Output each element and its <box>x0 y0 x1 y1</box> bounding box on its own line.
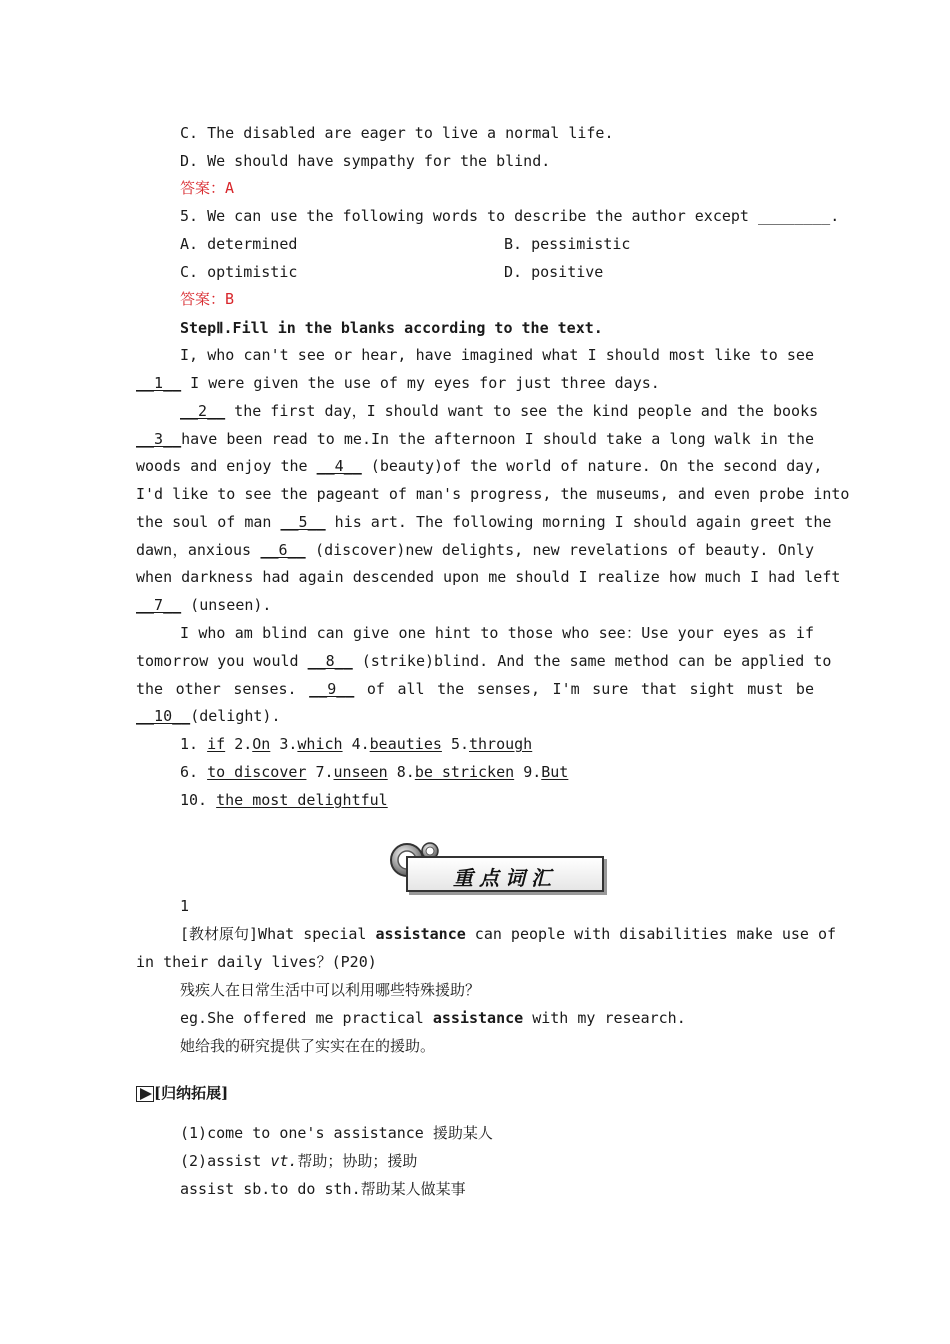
p2-line8 <box>136 595 814 615</box>
answer-5: through <box>469 735 533 753</box>
answers-line3 <box>180 790 858 810</box>
answer-num-2: 2. <box>234 735 253 753</box>
q5-option-d: D. positive <box>504 263 604 281</box>
blank-7: __7__ <box>136 596 182 614</box>
answer-2: On <box>252 735 271 753</box>
answer-6: to discover <box>207 763 307 781</box>
blank-10: __10__ <box>136 707 191 725</box>
expansion-line2-word: (2)assist <box>180 1152 271 1170</box>
p3-line2-text-a: tomorrow you would <box>136 652 308 670</box>
p2-line3-text-a: woods and enjoy the <box>136 457 317 475</box>
section-banner <box>388 840 604 892</box>
blank-8: __8__ <box>307 652 353 670</box>
answer-num-4: 4. <box>351 735 370 753</box>
part-of-speech: vt. <box>270 1152 298 1170</box>
answer-num-10: 10. <box>180 791 208 809</box>
q4-option-d: D. We should have sympathy for the blind. <box>180 152 551 170</box>
answer-8: be stricken <box>414 763 515 781</box>
expansion-line2 <box>180 1151 858 1171</box>
p2-line7: when darkness had again descended upon me should I realize how much I had left <box>136 568 841 586</box>
vocab-source-line1 <box>180 924 837 944</box>
answer-num-8: 8. <box>396 763 415 781</box>
p2-line6-text-a: dawn，anxious <box>136 541 261 559</box>
q5-options-row2 <box>180 262 858 282</box>
answer-4: beauties <box>369 735 442 753</box>
answer-num-5: 5. <box>450 735 469 753</box>
p3-line4-text: (delight). <box>190 707 281 725</box>
p2-line2 <box>136 429 814 449</box>
answer-9: But <box>541 763 569 781</box>
p3-line3-text-a: the other senses. <box>136 680 310 698</box>
answer-num-1: 1. <box>180 735 199 753</box>
source-prefix: [教材原句]What special <box>180 925 376 943</box>
p3-line3 <box>136 679 814 699</box>
q5-question: 5. We can use the following words to describe the author except ________. <box>180 207 840 225</box>
q4-answer: 答案：A <box>180 179 235 197</box>
p2-line1-text: the first day，I should want to see the kind people and the books <box>225 402 819 420</box>
p3-line2 <box>136 651 832 671</box>
blank-4: __4__ <box>316 457 362 475</box>
expansion-line2-meaning: 帮助；协助；援助 <box>297 1152 418 1170</box>
keyword-assistance: assistance <box>375 925 466 943</box>
p2-line3-text-b: (beauty)of the world of nature. On the second day, <box>361 457 823 475</box>
p2-line5 <box>136 512 832 532</box>
banner-title: 重点词汇 <box>453 866 557 890</box>
expansion-line3: assist sb.to do sth.帮助某人做某事 <box>180 1180 466 1198</box>
answer-num-7: 7. <box>315 763 334 781</box>
q4-option-c: C. The disabled are eager to live a normal life. <box>180 124 614 142</box>
blank-3: __3__ <box>136 430 182 448</box>
answers-line1 <box>180 734 858 754</box>
p3-line1: I who am blind can give one hint to those who see：Use your eyes as if <box>180 624 814 642</box>
answer-num-6: 6. <box>180 763 199 781</box>
p2-line6-text-b: (discover)new delights, new revelations of beauty. Only <box>305 541 814 559</box>
blank-9: __9__ <box>309 680 355 698</box>
q5-option-a: A. determined <box>180 235 298 253</box>
p2-line2-text: have been read to me.In the afternoon I should take a long walk in the <box>181 430 814 448</box>
p2-line5-text-a: the soul of man <box>136 513 281 531</box>
p1-line2-text: I were given the use of my eyes for just three days. <box>181 374 660 392</box>
q5-options-row1 <box>180 234 858 254</box>
example-prefix: eg.She offered me practical <box>180 1009 433 1027</box>
example-keyword: assistance <box>432 1009 524 1027</box>
p2-line5-text-b: his art. The following morning I should again greet the <box>325 513 832 531</box>
q5-answer: 答案：B <box>180 290 235 308</box>
blank-2: __2__ <box>180 402 226 420</box>
answers-line2 <box>180 762 858 782</box>
p2-line4: I'd like to see the pageant of man's progress, the museums, and even probe into <box>136 485 850 503</box>
vocab-source-line2: in their daily lives？(P20) <box>136 953 377 971</box>
blank-6: __6__ <box>260 541 306 559</box>
q5-option-b: B. pessimistic <box>504 235 631 253</box>
step2-title: StepⅡ.Fill in the blanks according to the text. <box>180 319 603 337</box>
answer-10: the most delightful <box>216 791 388 809</box>
p2-line8-text: (unseen). <box>181 596 272 614</box>
expansion-title: [归纳拓展] <box>154 1084 229 1102</box>
vocab-item-number: 1 <box>180 897 190 915</box>
answer-1: if <box>207 735 226 753</box>
vocab-source-chinese: 残疾人在日常生活中可以利用哪些特殊援助？ <box>180 981 481 999</box>
p2-line1 <box>180 401 819 421</box>
source-suffix: can people with disabilities make use of <box>465 925 837 943</box>
play-triangle-icon <box>136 1086 154 1102</box>
p3-line2-text-b: (strike)blind. And the same method can be applied to <box>352 652 832 670</box>
blank-5: __5__ <box>280 513 326 531</box>
p1-line2 <box>136 373 814 393</box>
blank-1: __1__ <box>136 374 182 392</box>
answer-num-9: 9. <box>523 763 542 781</box>
answer-3: which <box>297 735 343 753</box>
p2-line3 <box>136 456 823 476</box>
expansion-line1: (1)come to one's assistance 援助某人 <box>180 1124 493 1142</box>
answer-7: unseen <box>333 763 388 781</box>
answer-num-3: 3. <box>279 735 298 753</box>
banner-box <box>406 856 604 892</box>
p1-line1: I, who can't see or hear, have imagined what I should most like to see <box>180 346 814 364</box>
vocab-example-chinese: 她给我的研究提供了实实在在的援助。 <box>180 1037 436 1055</box>
p3-line3-text-b: of all the senses, I'm sure that sight must be <box>354 680 814 698</box>
p2-line6 <box>136 540 814 560</box>
p3-line4 <box>136 706 814 726</box>
q5-option-c: C. optimistic <box>180 263 298 281</box>
expansion-heading <box>136 1083 814 1103</box>
example-suffix: with my research. <box>523 1009 686 1027</box>
vocab-example <box>180 1008 858 1028</box>
